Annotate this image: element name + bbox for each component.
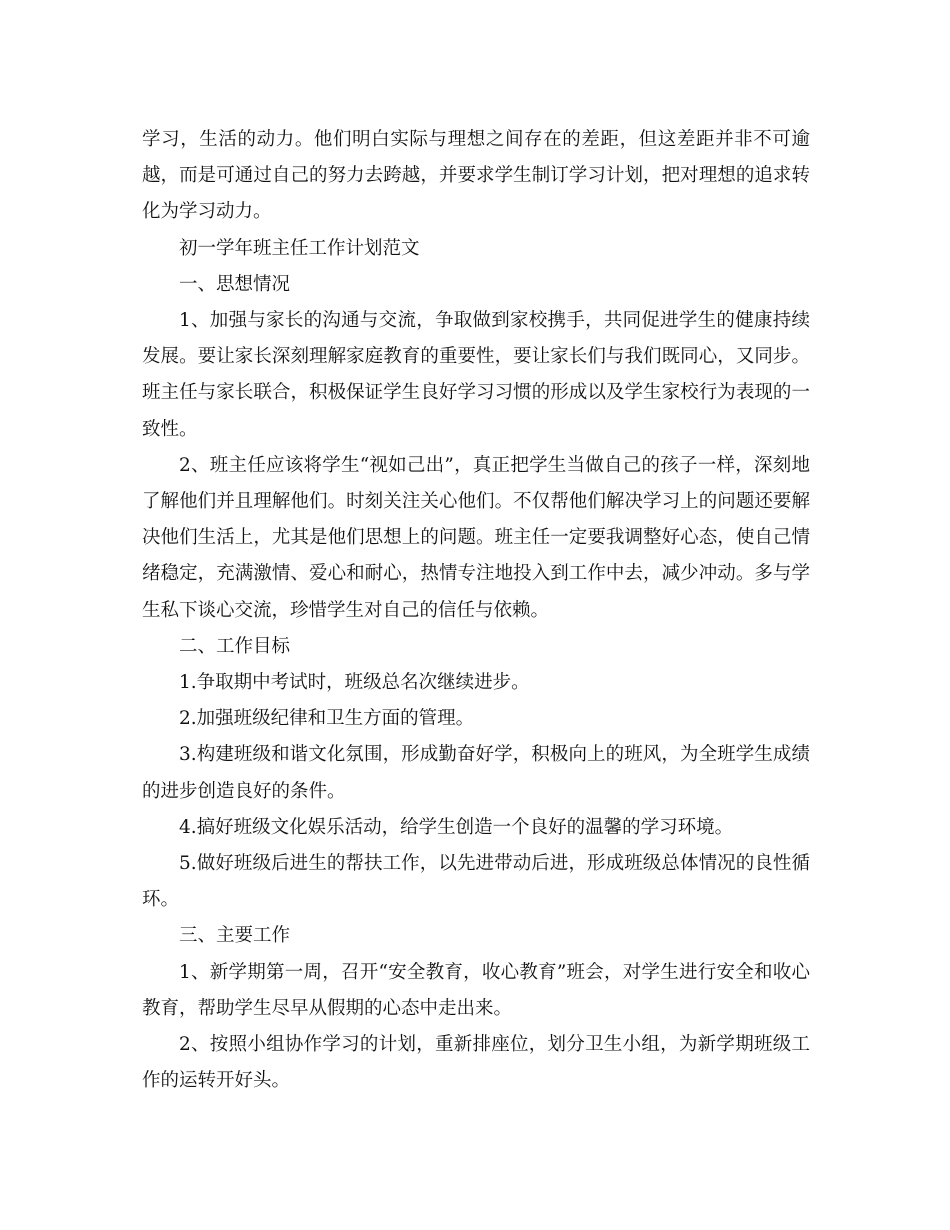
goal-item-1: 1.争取期中考试时，班级总名次继续进步。 xyxy=(179,672,530,694)
section-heading-thought: 一、思想情况 xyxy=(179,273,291,295)
paragraph-parent-communication: 1、加强与家长的沟通与交流，争取做到家校携手，共同促进学生的健康持续发展。要让家长深刻理解家庭教育的重要性，要让家长们与我们既同心，又同步。班主任与家长联合，积极保证学生良好学习习惯的形成以及学生家校行为表现的一致性。 xyxy=(142,310,810,440)
goal-item-2: 2.加强班级纪律和卫生方面的管理。 xyxy=(179,708,475,730)
paragraph-continuation: 学习，生活的动力。他们明白实际与理想之间存在的差距，但这差距并非不可逾越，而是可通过自己的努力去跨越，并要求学生制订学习计划，把对理想的追求转化为学习动力。 xyxy=(142,129,810,223)
goal-item-5: 5.做好班级后进生的帮扶工作，以先进带动后进，形成班级总体情况的良性循环。 xyxy=(142,853,810,911)
section-heading-goals: 二、工作目标 xyxy=(179,635,291,657)
section-heading-main-work: 三、主要工作 xyxy=(179,925,291,947)
work-item-2: 2、按照小组协作学习的计划，重新排座位，划分卫生小组，为新学期班级工作的运转开好头。 xyxy=(142,1034,810,1092)
work-item-1: 1、新学期第一周，召开“安全教育，收心教育”班会，对学生进行安全和收心教育，帮助学生尽早从假期的心态中走出来。 xyxy=(142,961,810,1019)
goal-item-4: 4.搞好班级文化娱乐活动，给学生创造一个良好的温馨的学习环境。 xyxy=(179,816,734,838)
document-body xyxy=(142,122,810,1099)
document-title: 初一学年班主任工作计划范文 xyxy=(179,237,420,259)
paragraph-treat-students: 2、班主任应该将学生“视如己出”，真正把学生当做自己的孩子一样，深刻地了解他们并且理解他们。时刻关注关心他们。不仅帮他们解决学习上的问题还要解决他们生活上，尤其是他们思想上的问题。班主任一定要我调整好心态，使自己情绪稳定，充满激情、爱心和耐心，热情专注地投入到工作中去，减少冲动。多与学生私下谈心交流，珍惜学生对自己的信任与依赖。 xyxy=(142,454,810,621)
goal-item-3: 3.构建班级和谐文化氛围，形成勤奋好学，积极向上的班风，为全班学生成绩的进步创造良好的条件。 xyxy=(142,744,810,802)
